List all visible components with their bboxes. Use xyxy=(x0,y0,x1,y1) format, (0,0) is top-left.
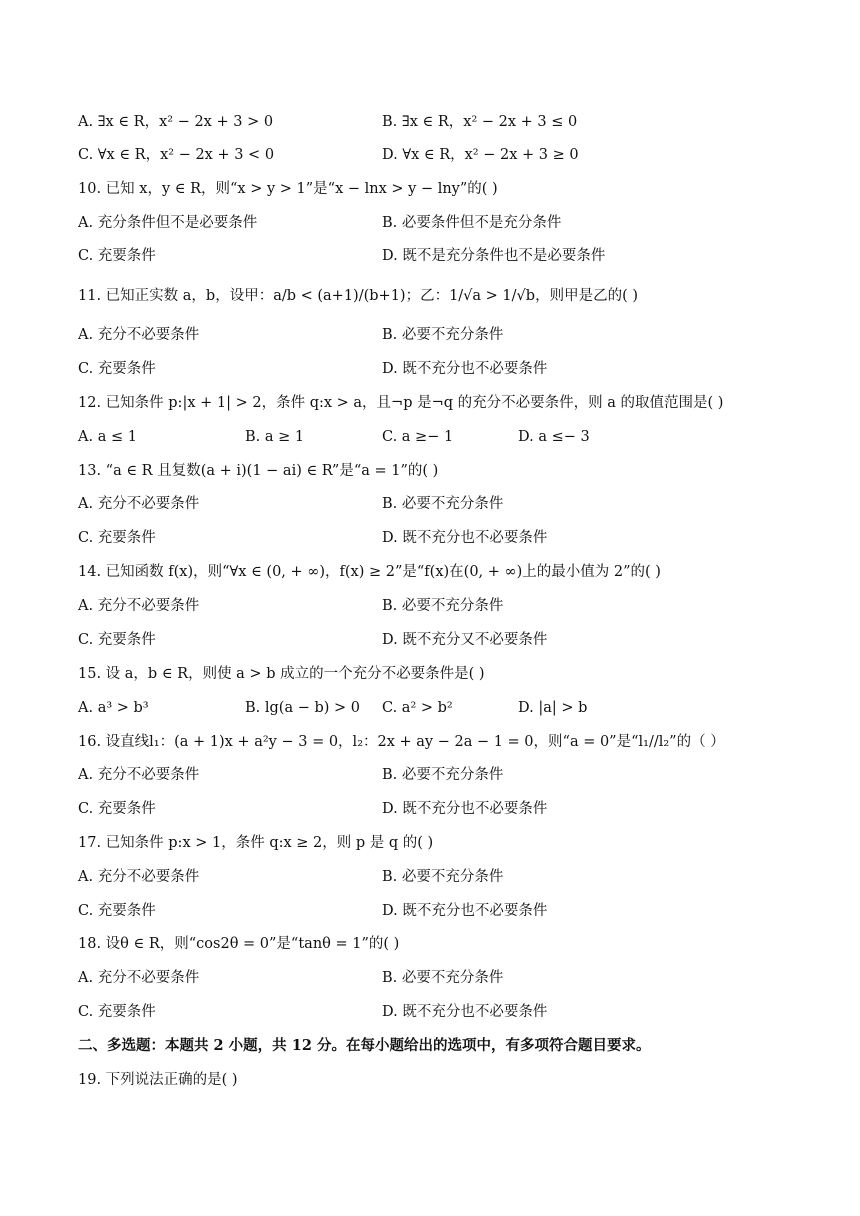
question-10: 10. 已知 x，y ∈ R，则“x > y > 1”是“x − lnx > y − lny”的( ) xyxy=(78,181,498,197)
q16-option-b: B. 必要不充分条件 xyxy=(382,767,504,783)
section-heading-multiple-choice: 二、多选题：本题共 2 小题，共 12 分。在每小题给出的选项中，有多项符合题目要求。 xyxy=(78,1037,651,1054)
q17-option-b: B. 必要不充分条件 xyxy=(382,869,504,885)
question-16: 16. 设直线l₁：(a + 1)x + a²y − 3 = 0，l₂：2x + ay − 2a − 1 = 0，则“a = 0”是“l₁//l₂”的（ ） xyxy=(78,734,725,750)
q10-option-b: B. 必要条件但不是充分条件 xyxy=(382,215,562,231)
q18-option-a: A. 充分不必要条件 xyxy=(78,970,200,986)
q13-option-a: A. 充分不必要条件 xyxy=(78,496,200,512)
q16-option-d: D. 既不充分也不必要条件 xyxy=(382,801,548,817)
q11-option-b: B. 必要不充分条件 xyxy=(382,327,504,343)
q12-option-a: A. a ≤ 1 xyxy=(78,429,137,445)
question-13: 13. “a ∈ R 且复数(a + i)(1 − ai) ∈ R”是“a = 1”的( ) xyxy=(78,463,439,479)
q18-option-b: B. 必要不充分条件 xyxy=(382,970,504,986)
q13-option-c: C. 充要条件 xyxy=(78,530,156,546)
q15-option-b: B. lg(a − b) > 0 xyxy=(245,700,360,716)
q18-option-c: C. 充要条件 xyxy=(78,1004,156,1020)
question-15: 15. 设 a，b ∈ R，则使 a > b 成立的一个充分不必要条件是( ) xyxy=(78,666,485,682)
q14-option-c: C. 充要条件 xyxy=(78,632,156,648)
q12-option-c: C. a ≥− 1 xyxy=(382,429,454,445)
prev-option-c: C. ∀x ∈ R，x² − 2x + 3 < 0 xyxy=(78,147,275,163)
q11-option-a: A. 充分不必要条件 xyxy=(78,327,200,343)
q10-option-d: D. 既不是充分条件也不是必要条件 xyxy=(382,248,606,264)
q11-option-c: C. 充要条件 xyxy=(78,361,156,377)
q16-option-c: C. 充要条件 xyxy=(78,801,156,817)
q12-option-d: D. a ≤− 3 xyxy=(518,429,590,445)
q15-option-c: C. a² > b² xyxy=(382,700,453,716)
q14-option-a: A. 充分不必要条件 xyxy=(78,598,200,614)
q14-option-b: B. 必要不充分条件 xyxy=(382,598,504,614)
q15-option-d: D. |a| > b xyxy=(518,700,588,716)
prev-option-a: A. ∃x ∈ R，x² − 2x + 3 > 0 xyxy=(78,114,274,130)
q10-option-a: A. 充分条件但不是必要条件 xyxy=(78,215,258,231)
question-19: 19. 下列说法正确的是( ) xyxy=(78,1072,238,1088)
q11-option-d: D. 既不充分也不必要条件 xyxy=(382,361,548,377)
question-17: 17. 已知条件 p:x > 1，条件 q:x ≥ 2，则 p 是 q 的( ) xyxy=(78,835,434,851)
q10-option-c: C. 充要条件 xyxy=(78,248,156,264)
q17-option-d: D. 既不充分也不必要条件 xyxy=(382,903,548,919)
question-14: 14. 已知函数 f(x)，则“∀x ∈ (0, + ∞)，f(x) ≥ 2”是“f(x)在(0, + ∞)上的最小值为 2”的( ) xyxy=(78,564,661,580)
prev-option-d: D. ∀x ∈ R，x² − 2x + 3 ≥ 0 xyxy=(382,147,579,163)
q12-option-b: B. a ≥ 1 xyxy=(245,429,305,445)
q13-option-b: B. 必要不充分条件 xyxy=(382,496,504,512)
q14-option-d: D. 既不充分又不必要条件 xyxy=(382,632,548,648)
q15-option-a: A. a³ > b³ xyxy=(78,700,149,716)
question-12: 12. 已知条件 p:|x + 1| > 2，条件 q:x > a，且¬p 是¬q 的充分不必要条件，则 a 的取值范围是( ) xyxy=(78,395,724,411)
q17-option-a: A. 充分不必要条件 xyxy=(78,869,200,885)
question-18: 18. 设θ ∈ R，则“cos2θ = 0”是“tanθ = 1”的( ) xyxy=(78,936,400,952)
q13-option-d: D. 既不充分也不必要条件 xyxy=(382,530,548,546)
q18-option-d: D. 既不充分也不必要条件 xyxy=(382,1004,548,1020)
q17-option-c: C. 充要条件 xyxy=(78,903,156,919)
prev-option-b: B. ∃x ∈ R，x² − 2x + 3 ≤ 0 xyxy=(382,114,578,130)
q16-option-a: A. 充分不必要条件 xyxy=(78,767,200,783)
question-11: 11. 已知正实数 a，b，设甲：a/b < (a+1)/(b+1)；乙：1/√a > 1/√b，则甲是乙的( ) xyxy=(78,288,638,304)
